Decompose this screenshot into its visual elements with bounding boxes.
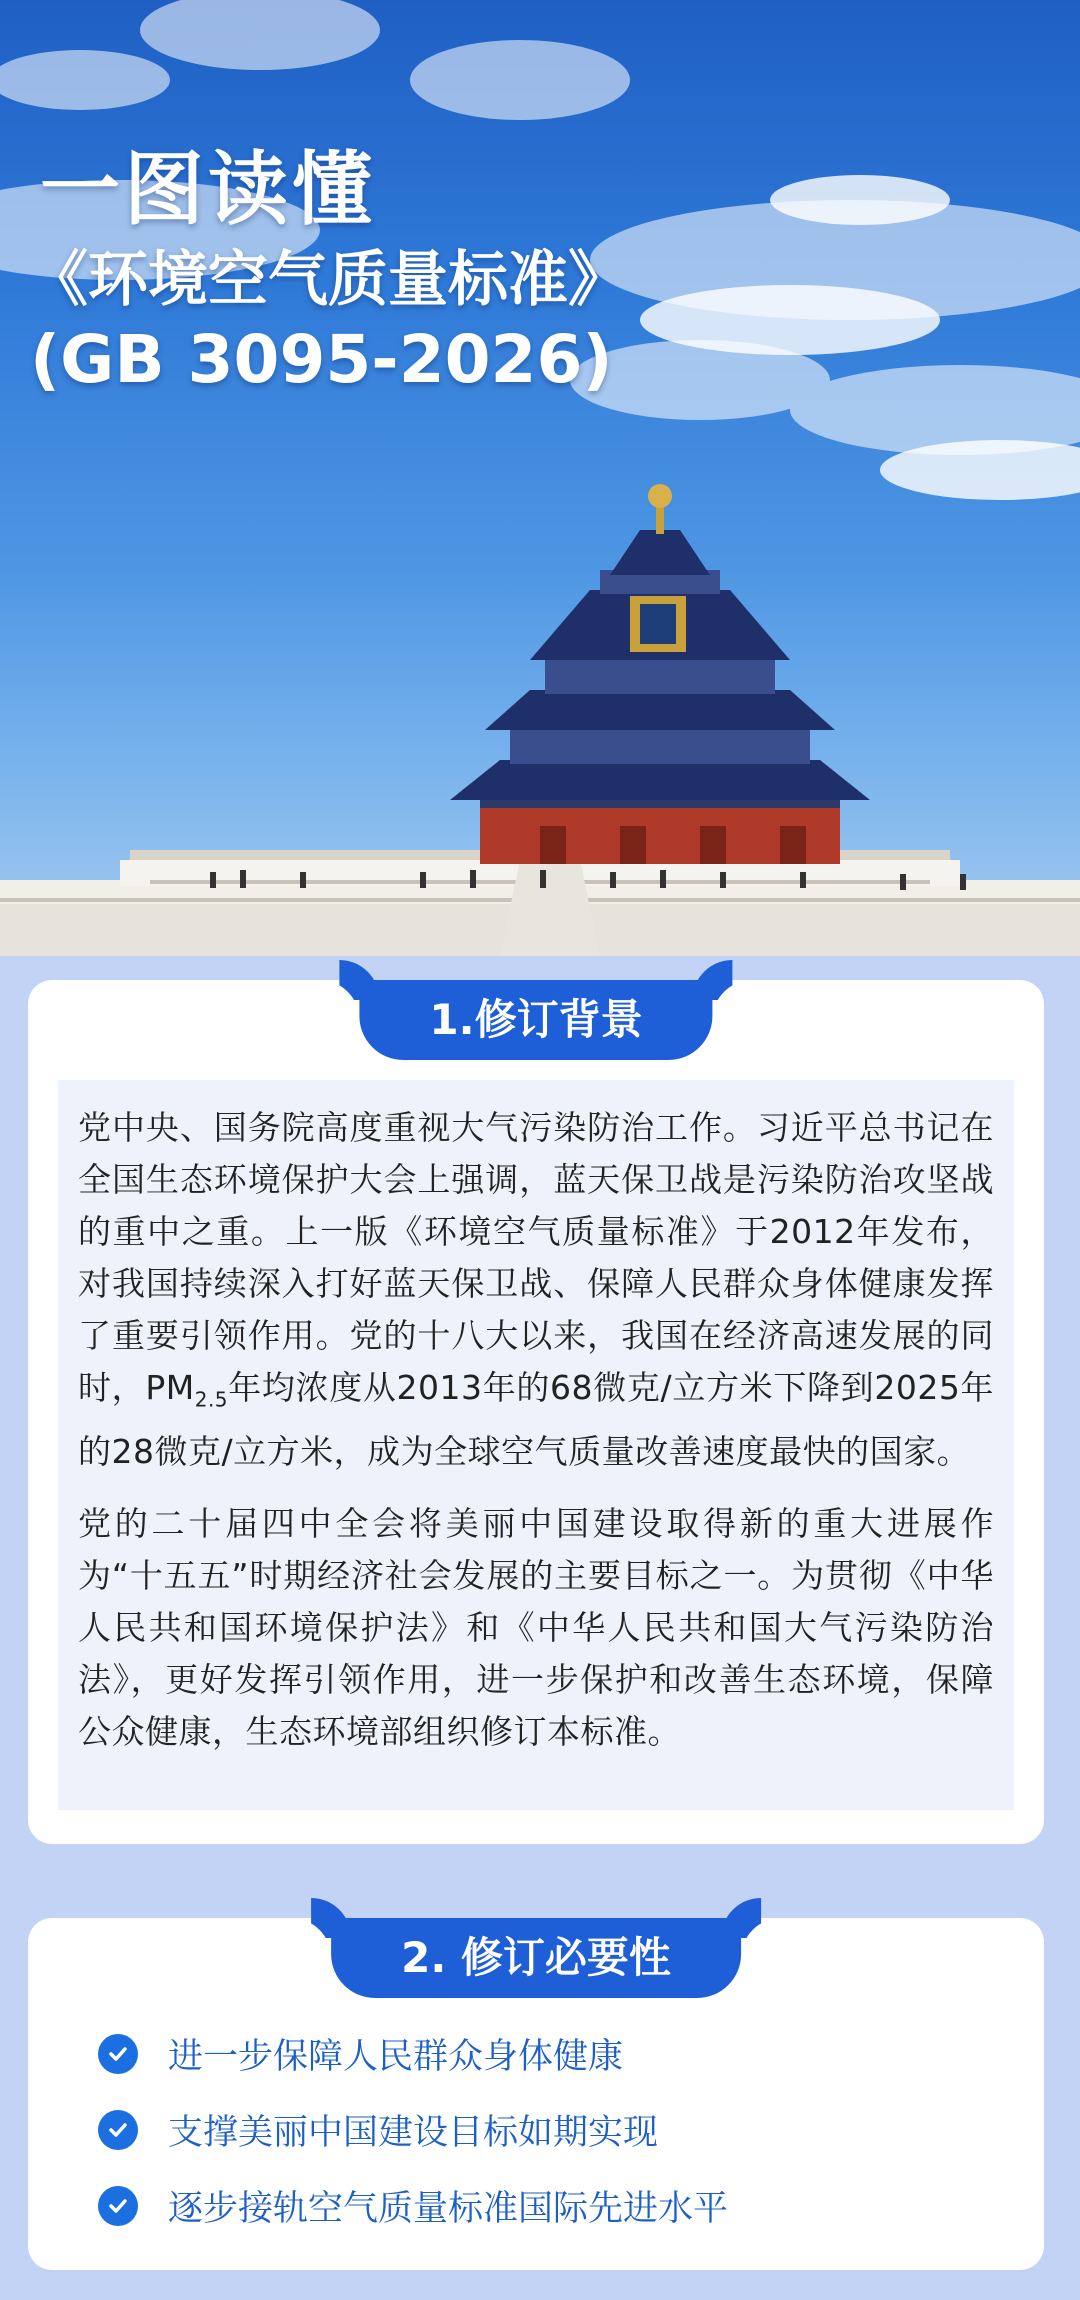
necessity-list [98,2016,728,2244]
section-background-card [28,980,1044,1844]
list-item [98,2092,728,2168]
background-paragraph-1 [78,1102,994,1478]
check-circle-icon [98,2186,138,2226]
hero-title-line2: 《环境空气质量标准》 [28,245,628,315]
pm-subscript: 2.5 [194,1387,229,1412]
list-item-text: 进一步保障人民群众身体健康 [168,2037,624,2077]
section-heading-necessity: 2. 修订必要性 [331,1918,741,1998]
background-text-box [58,1080,1014,1810]
background-paragraph-2: 党的二十届四中全会将美丽中国建设取得新的重大进展作为“十五五”时期经济社会发展的主要目标之一。为贯彻《中华人民共和国环境保护法》和《中华人民共和国大气污染防治法》，更好发挥引领作用，进一步保护和改善生态环境，保障公众健康，生态环境部组织修订本标准。 [78,1503,994,1751]
hero-title [28,140,628,400]
list-item [98,2168,728,2244]
section-heading-background: 1.修订背景 [359,980,712,1060]
section-necessity-card [28,1918,1044,2270]
check-circle-icon [98,2110,138,2150]
list-item-text: 支撑美丽中国建设目标如期实现 [168,2113,659,2153]
paragraph-1-part-a: 党中央、国务院高度重视大气污染防治工作。习近平总书记在全国生态环境保护大会上强调，蓝天保卫战是污染防治攻坚战的重中之重。上一版《环境空气质量标准》于2012年发布，对我国持续深入打好蓝天保卫战、保障人民群众身体健康发挥了重要引领作用。党的十八大以来，我国在经济高速发展的同时，PM [78,1108,994,1407]
paragraph-1-part-b: 年均浓度从2013年的68微克/立方米下降到2025年的28微克/立方米，成为全球空气质量改善速度最快的国家。 [78,1368,995,1471]
list-item [98,2016,728,2092]
hero-banner [0,0,1080,956]
list-item-text: 逐步接轨空气质量标准国际先进水平 [168,2189,729,2229]
check-circle-icon [98,2034,138,2074]
hero-title-line3: (GB 3095-2026) [30,321,613,398]
hero-title-line1: 一图读懂 [40,143,376,236]
